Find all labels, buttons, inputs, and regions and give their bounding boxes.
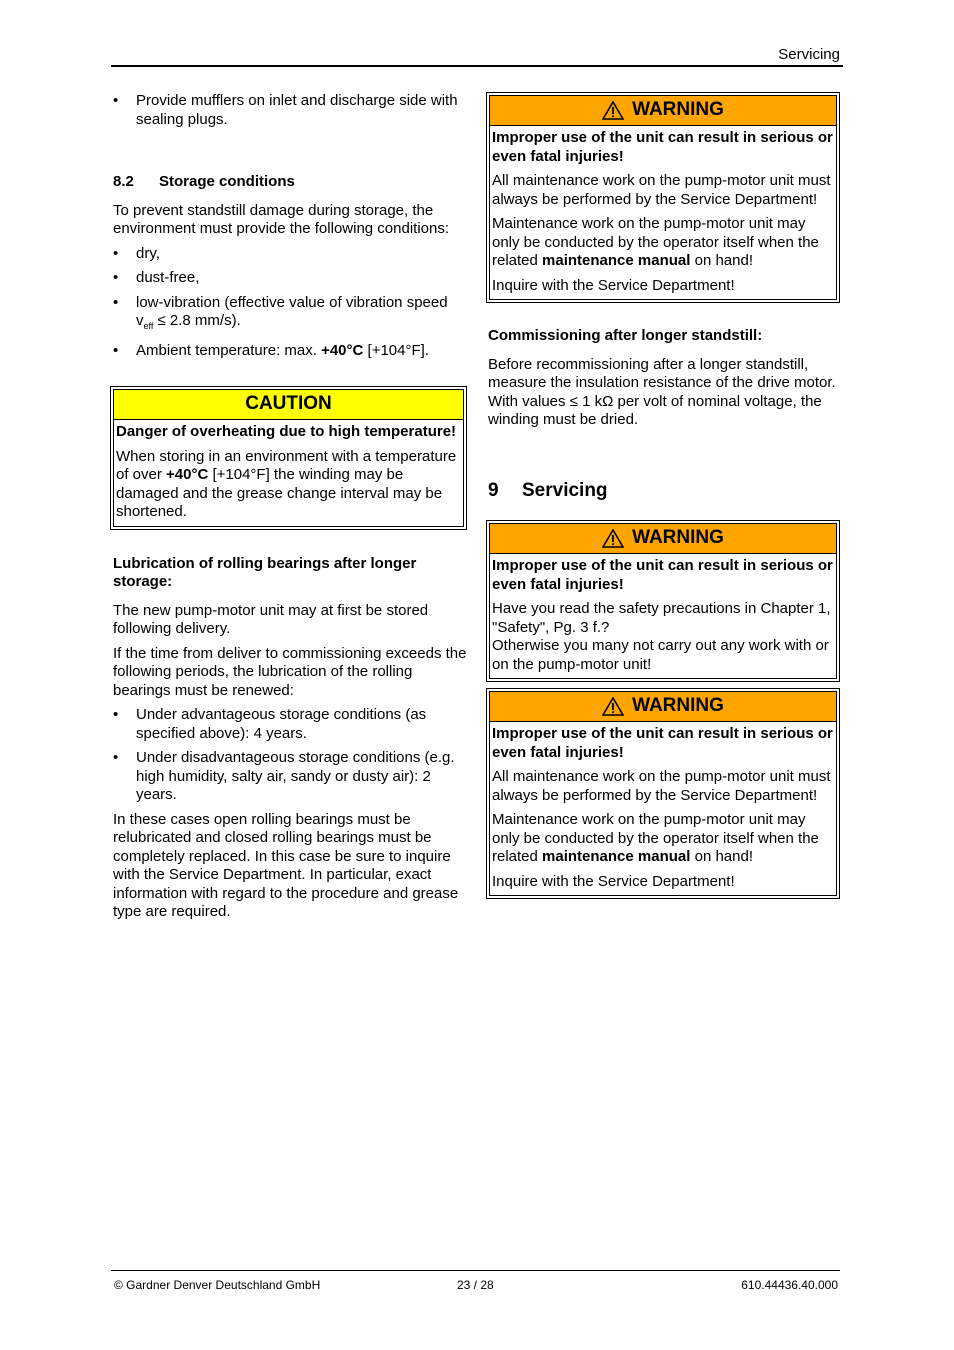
warning-triangle-icon [602,101,624,120]
commissioning-heading: Commissioning after longer standstill: [488,327,763,344]
caution-header [114,390,463,420]
paragraph: The new pump-motor unit may at first be stored following delivery. [113,601,429,637]
caution-text: When storing in an environment with a temperature of over +40°C [+104°F] the winding may be damaged and the grease change interval may be shortened. [116,447,457,520]
section-title: Storage conditions [159,173,295,190]
subscript: eff [143,321,154,331]
section-heading-8-2 [113,173,467,192]
header-rule [111,65,843,67]
warning-header [490,692,836,722]
warning-header [490,96,836,126]
warning-header [490,524,836,554]
caution-box [110,386,467,530]
lubrication-heading: Lubrication of rolling bearings after longer storage: [113,554,417,590]
warning-title: Improper use of the unit can result in serious or even fatal injuries! [492,557,833,593]
footer-rule [111,1270,840,1271]
list-item: • Under advantageous storage conditions (as specified above): 4 years. [113,706,467,743]
list-item: • Provide mufflers on inlet and discharge side with sealing plugs. [113,92,467,129]
warning-text: All maintenance work on the pump-motor unit must always be performed by the Service Department! [492,172,831,208]
warning-box-3 [486,688,840,899]
list-item: • dust-free, [113,269,467,288]
footer-copyright: © Gardner Denver Deutschland GmbH [114,1278,321,1292]
warning-title: Improper use of the unit can result in serious or even fatal injuries! [492,129,833,165]
warning-box-2 [486,520,840,682]
chapter-heading-9 [486,479,840,501]
warning-text: All maintenance work on the pump-motor unit must always be performed by the Service Department! [492,768,831,804]
warning-text: Inquire with the Service Department! [492,276,735,294]
warning-triangle-icon [602,697,624,716]
storage-intro: To prevent standstill damage during storage, the environment must provide the following conditions: [113,201,450,237]
chapter-number: 9 [488,479,499,501]
warning-text: Maintenance work on the pump-motor unit may only be conducted by the operator itself when the related maintenance manual on hand! [492,215,819,269]
warning-text: Have you read the safety precautions in Chapter 1, "Safety", Pg. 3 f.? [492,600,831,636]
caution-title: Danger of overheating due to high temperature! [116,423,457,440]
storage-conditions-list [113,245,467,361]
paragraph: If the time from deliver to commissioning exceeds the following periods, the lubrication of the rolling bearings must be renewed: [113,644,467,699]
warning-box-1 [486,92,840,303]
list-item: • Under disadvantageous storage conditions (e.g. high humidity, salty air, sandy or dusty air): 2 years. [113,749,467,805]
list-item: • dry, [113,245,467,264]
footer-doc-number: 610.44436.40.000 [741,1278,838,1292]
warning-label: WARNING [632,527,724,549]
warning-text: Maintenance work on the pump-motor unit may only be conducted by the operator itself when the related maintenance manual on hand! [492,811,819,865]
left-column [113,92,467,928]
list-item: • Ambient temperature: max. +40°C [+104°F]. [113,342,467,361]
caution-label: CAUTION [245,393,332,415]
running-header: Servicing [778,46,840,63]
warning-label: WARNING [632,99,724,121]
warning-text: Otherwise you many not carry out any work with or on the pump-motor unit! [492,637,829,673]
warning-text: Inquire with the Service Department! [492,872,735,890]
warning-title: Improper use of the unit can result in serious or even fatal injuries! [492,725,833,761]
paragraph: In these cases open rolling bearings must be relubricated and closed rolling bearings must be completely replaced. In this case be sure to inquire with the Service Department. In particular, exact information with regard to the procedure and grease type are required. [113,810,459,920]
right-column [486,92,840,899]
warning-triangle-icon [602,529,624,548]
section-number: 8.2 [113,173,134,190]
footer-page-number: 23 / 28 [457,1278,494,1292]
storage-periods-list [113,706,467,805]
commissioning-text: Before recommissioning after a longer standstill, measure the insulation resistance of the drive motor. With values ≤ 1 kΩ per volt of nominal voltage, the winding must be dried. [488,355,836,428]
warning-label: WARNING [632,695,724,717]
list-item: • low-vibration (effective value of vibration speed $v_{eff} \le 2.8$ mm/s). [113,294,467,336]
intro-list [113,92,467,129]
chapter-title: Servicing [522,479,608,501]
